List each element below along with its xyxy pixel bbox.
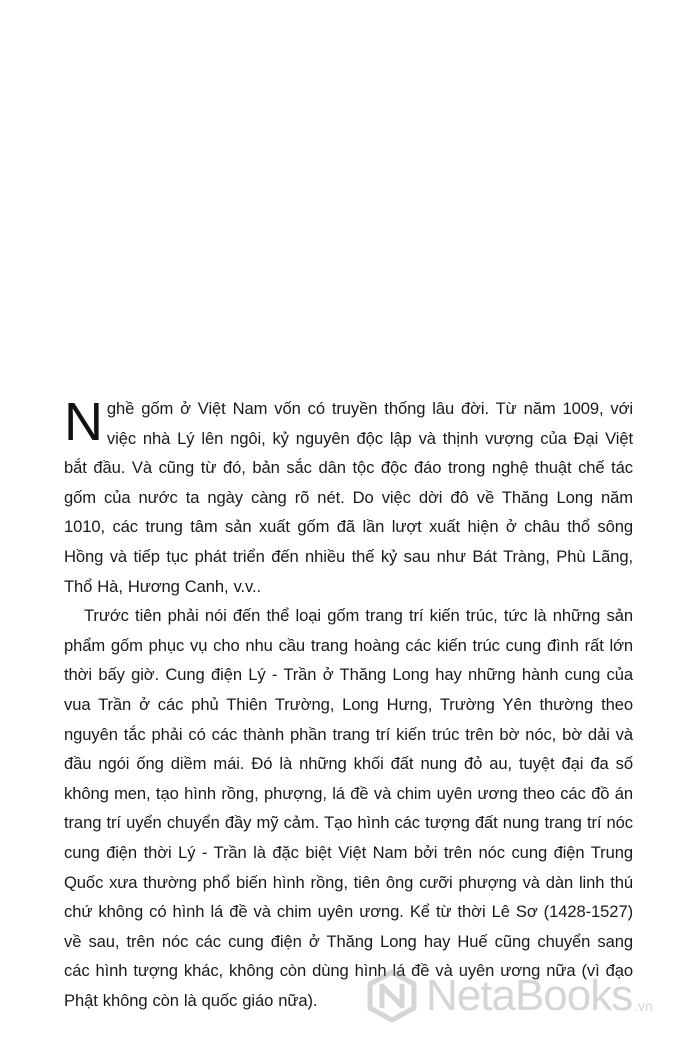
watermark-brand: NetaBooks [426, 971, 633, 1020]
drop-cap: N [64, 392, 103, 452]
paragraph-1-text: ghề gốm ở Việt Nam vốn có truyền thống lâu đời. Từ năm 1009, với việc nhà Lý lên ngôi, kỷ nguyên độc lập và thịnh vượng của Đại Việt bắt đầu. Và cũng từ đó, bản sắc dân tộc độc đáo trong nghệ thuật chế tác gốm của nước ta ngày càng rõ nét. Do việc dời đô về Thăng Long năm 1010, các trung tâm sản xuất gốm đã lần lượt xuất hiện ở châu thổ sông Hồng và tiếp tục phát triển đến nhiều thế kỷ sau như Bát Tràng, Phù Lãng, Thổ Hà, Hương Canh, v.v.. [64, 399, 633, 596]
paragraph-2: Trước tiên phải nói đến thể loại gốm trang trí kiến trúc, tức là những sản phẩm gốm phục vụ cho nhu cầu trang hoàng các kiến trúc cung đình rất lớn thời bấy giờ. Cung điện Lý - Trần ở Thăng Long hay những hành cung của vua Trần ở các phủ Thiên Trường, Long Hưng, Trường Yên thường theo nguyên tắc phải có các thành phần trang trí kiến trúc trên bờ nóc, bờ dải và đầu ngói ống diềm mái. Đó là những khối đất nung đỏ au, tuyệt đại đa số không men, tạo hình rồng, phượng, lá đề và chim uyên ương theo các đồ án trang trí uyển chuyển đầy mỹ cảm. Tạo hình các tượng đất nung trang trí nóc cung điện thời Lý - Trần là đặc biệt Việt Nam bởi trên nóc cung điện Trung Quốc xưa thường phổ biến hình rồng, tiên ông cưỡi phượng và dàn linh thú chứ không có hình lá đề và chim uyên ương. Kể từ thời Lê Sơ (1428-1527) về sau, trên nóc các cung điện ở Thăng Long hay Huế cũng chuyển sang các hình tượng khác, không còn dùng hình lá đề và uyên ương nữa (vì đạo Phật không còn là quốc giáo nữa). [64, 606, 633, 1010]
watermark [364, 966, 694, 1026]
watermark-suffix: .vn [634, 998, 653, 1014]
paragraph-1 [64, 394, 633, 601]
body-text [64, 394, 633, 1015]
netabooks-logo-icon [364, 968, 420, 1024]
